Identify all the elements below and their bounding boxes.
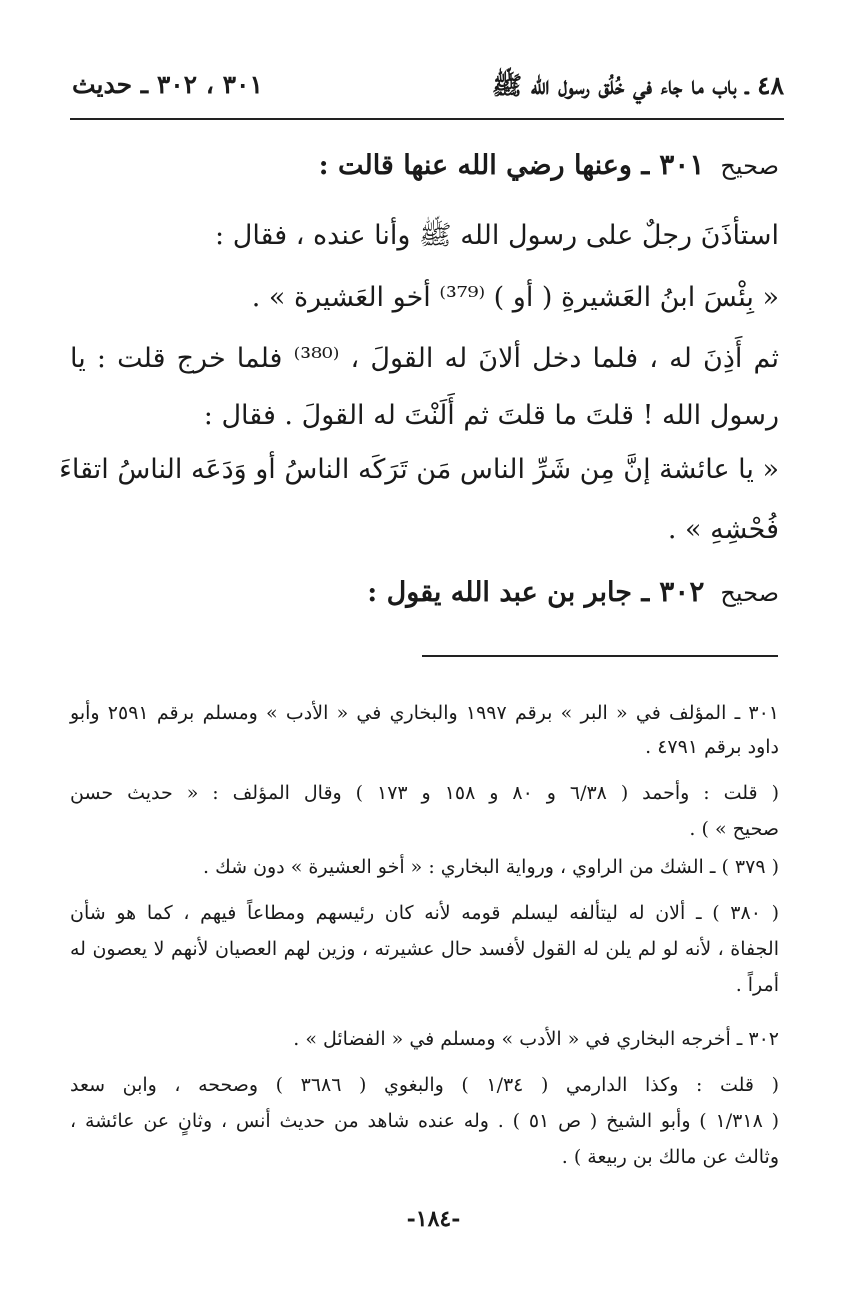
footnote-301-line-2: داود برقم ٤٧٩١ . (645, 736, 779, 758)
hadith-301-line-3: « بِئْسَ ابنُ العَشيرةِ ( أو ) ⁽³⁷⁹⁾ أخو العَشيرة » . (251, 282, 779, 313)
hadith-302-intro-text: ـ جابر بن عبد الله يقول : (367, 577, 650, 608)
hadith-range: ٣٠١ ، ٣٠٢ ـ حديث (72, 70, 263, 99)
hadith-301-line-6: « يا عائشة إنَّ مِن شَرِّ الناس مَن تَرَكَه الناسُ أو وَدَعَه الناسُ اتقاءَ (59, 454, 779, 485)
hadith-301-grade: صحيح (720, 152, 779, 180)
hadith-301-line-2: استأذَنَ رجلٌ على رسول الله ﷺ وأنا عنده ، فقال : (215, 220, 779, 251)
hadith-301-intro-text: ـ وعنها رضي الله عنها قالت : (318, 150, 650, 181)
footnote-379: ( ٣٧٩ ) ـ الشك من الراوي ، ورواية البخاري : « أخو العشيرة » دون شك . (203, 856, 779, 878)
hadith-301-line-7: فُحْشِهِ » . (667, 514, 779, 545)
footnote-301-note-1: ( قلت : وأحمد ( ٦/٣٨ و ٨٠ و ١٥٨ و ١٧٣ ) وقال المؤلف : « حديث حسن (70, 782, 779, 804)
hadith-301-number: ٣٠١ (659, 148, 705, 181)
footnote-380-line-1: ( ٣٨٠ ) ـ ألان له ليتألفه ليسلم قومه لأنه كان رئيسهم ومطاعاً فيهم ، كما هو شأن (70, 902, 780, 924)
footnote-301-note-2: صحيح » ) . (689, 818, 779, 840)
footnote-380-line-3: أمراً . (735, 974, 779, 996)
footnote-302-note-2: ( ١/٣١٨ ) وأبو الشيخ ( ص ٥١ ) . وله عنده شاهد من حديث أنس ، وثانٍ عن عائشة ، (70, 1110, 780, 1132)
hadith-301-intro (319, 148, 779, 181)
chapter-title: ٤٨ ـ باب ما جاء في خُلُق رسول الله ﷺ (491, 71, 784, 100)
header-rule (70, 118, 784, 120)
hadith-301-line-5: رسول الله ! قلتَ ما قلتَ ثم أَلَنْتَ له القولَ . فقال : (203, 400, 779, 431)
hadith-302-grade: صحيح (720, 579, 779, 607)
footnote-302-line-1: ٣٠٢ ـ أخرجه البخاري في « الأدب » ومسلم في « الفضائل » . (293, 1028, 779, 1050)
footnote-302-note-3: وثالث عن مالك بن ربيعة ) . (561, 1146, 779, 1168)
running-header (72, 62, 784, 106)
footnote-302-note-1: ( قلت : وكذا الدارمي ( ١/٣٤ ) والبغوي ( ٣٦٨٦ ) وصححه ، وابن سعد (70, 1074, 779, 1096)
hadith-302-intro (367, 575, 779, 608)
footnote-separator (422, 655, 778, 657)
page-number: -١٨٤- (406, 1206, 461, 1232)
hadith-301-line-4: ثم أَذِنَ له ، فلما دخل ألانَ له القولَ ، ⁽³⁸⁰⁾ فلما خرج قلت : يا (70, 343, 779, 374)
hadith-302-number: ٣٠٢ (659, 575, 705, 608)
footnote-380-line-2: الجفاة ، لأنه لو لم يلن له القول لأفسد حال عشيرته ، وزين لهم العصيان لأنهم لا يعصون له (70, 938, 779, 960)
footnote-301-line-1: ٣٠١ ـ المؤلف في « البر » برقم ١٩٩٧ والبخاري في « الأدب » ومسلم برقم ٢٥٩١ وأبو (70, 702, 779, 724)
